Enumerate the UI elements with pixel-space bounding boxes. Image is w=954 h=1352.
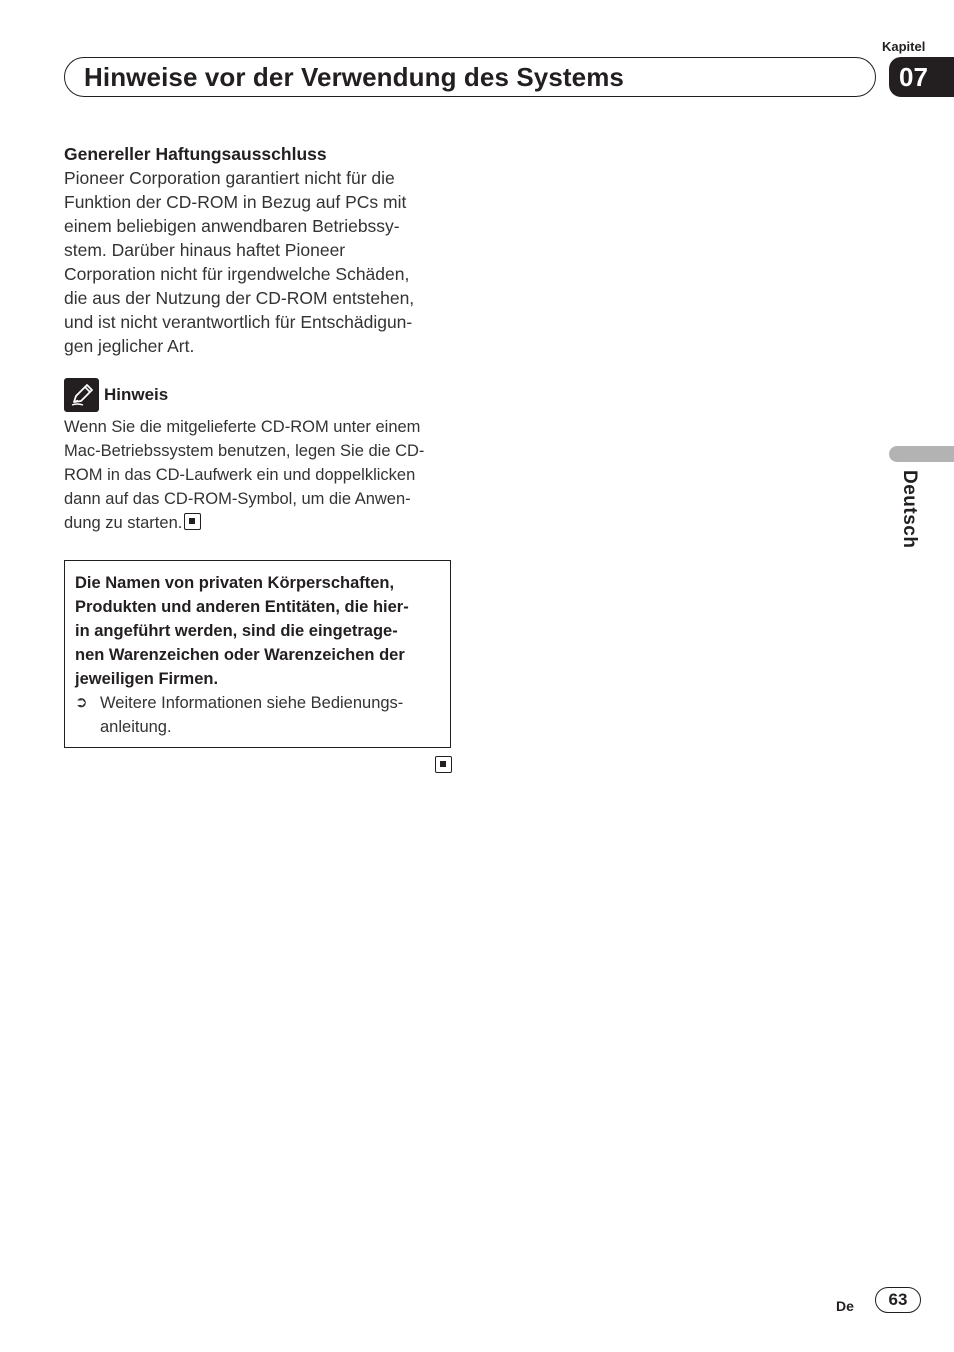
body-line: Funktion der CD-ROM in Bezug auf PCs mit [64, 192, 407, 212]
body-line: gen jeglicher Art. [64, 336, 195, 356]
pencil-icon [64, 378, 99, 412]
arrow-bullet-icon: ➲ [75, 694, 88, 711]
chapter-number: 07 [899, 61, 928, 92]
note-line: Mac-Betriebssystem benutzen, legen Sie die CD- [64, 442, 425, 460]
title-bar [64, 57, 876, 97]
body-line: die aus der Nutzung der CD-ROM entstehen, [64, 288, 415, 308]
body-line: einem beliebigen anwendbaren Betriebssy- [64, 216, 400, 236]
trademark-line: nen Warenzeichen oder Warenzeichen der [75, 646, 405, 664]
trademark-line: Die Namen von privaten Körperschaften, [75, 574, 395, 592]
end-mark-icon [435, 756, 452, 773]
trademark-box [64, 560, 451, 748]
body-line: und ist nicht verantwortlich für Entschädigun- [64, 312, 413, 332]
trademark-line: in angeführt werden, sind die eingetrage- [75, 622, 398, 640]
note-line-last: dung zu starten. [64, 511, 451, 535]
footer-language: De [836, 1298, 854, 1314]
page-number: 63 [875, 1287, 921, 1313]
bullet-line: anleitung. [100, 718, 172, 736]
trademark-bullet [75, 691, 440, 739]
trademark-line: jeweiligen Firmen. [75, 670, 219, 688]
trademark-text [75, 571, 440, 691]
note-line: dann auf das CD-ROM-Symbol, um die Anwen- [64, 490, 411, 508]
disclaimer-section [64, 142, 451, 358]
language-label: Deutsch [899, 470, 920, 549]
note-header [64, 378, 168, 412]
note-line: Wenn Sie die mitgelieferte CD-ROM unter einem [64, 418, 421, 436]
note-line: ROM in das CD-Laufwerk ein und doppelklicken [64, 466, 416, 484]
body-line: stem. Darüber hinaus haftet Pioneer [64, 240, 346, 260]
section-heading: Genereller Haftungsausschluss [64, 144, 327, 164]
chapter-badge [889, 57, 954, 97]
language-tab [889, 446, 954, 462]
section-body [64, 166, 451, 358]
end-mark-icon [184, 513, 201, 530]
bullet-line: Weitere Informationen siehe Bedienungs- [100, 694, 404, 712]
chapter-label: Kapitel [882, 39, 926, 54]
note-text [64, 415, 451, 535]
page-title: Hinweise vor der Verwendung des Systems [84, 61, 624, 92]
trademark-line: Produkten und anderen Entitäten, die hier- [75, 598, 409, 616]
body-line: Corporation nicht für irgendwelche Schäden, [64, 264, 410, 284]
note-title: Hinweis [104, 385, 169, 404]
body-line: Pioneer Corporation garantiert nicht für die [64, 168, 395, 188]
